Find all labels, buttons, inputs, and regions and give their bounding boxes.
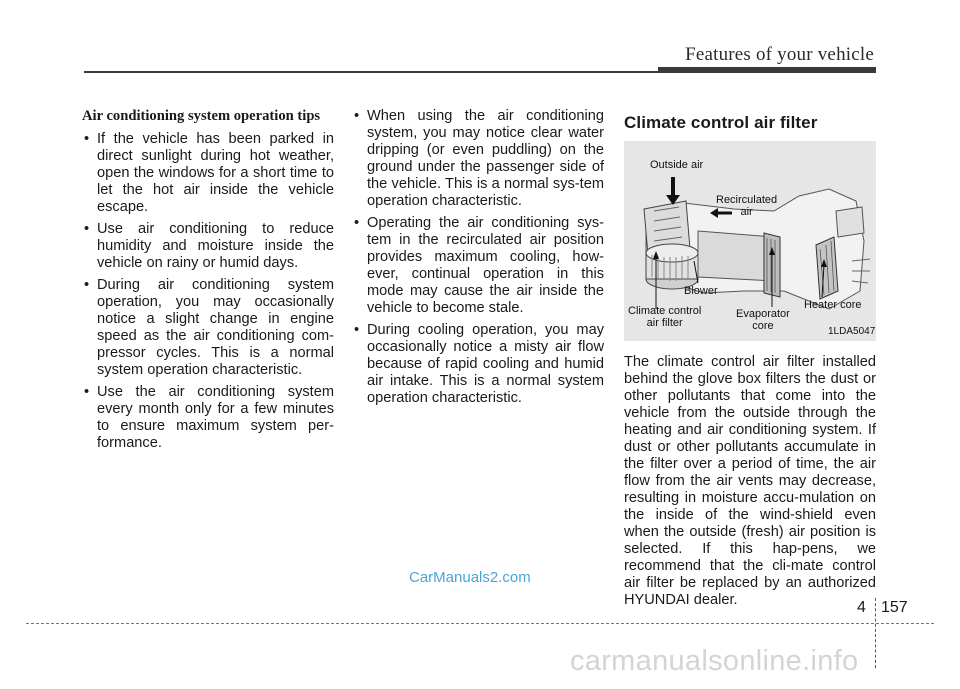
column-3	[624, 114, 876, 609]
list-item: • When using the air conditioning system, you may notice clear water dripping (or even puddling) on the ground under the passenger side of the vehicle. This is a normal sys-tem operation characteristic.	[352, 108, 604, 210]
column-2	[352, 108, 604, 412]
tips-list-continued	[352, 108, 604, 407]
page-number-divider	[875, 598, 876, 668]
list-item: • During cooling operation, you may occasionally notice a misty air flow because of rapid cooling and humid air intake. This is a normal system operation characteristic.	[352, 322, 604, 407]
column-1	[82, 108, 334, 457]
label-evaporator-core	[736, 308, 790, 332]
list-item: • Use the air conditioning system every month only for a few minutes to ensure maximum system per-formance.	[82, 384, 334, 452]
list-item: • Operating the air conditioning sys-tem in the recirculated air position provides maximum cooling, how-ever, continual operation in this mode may cause the air inside the vehicle to become stale.	[352, 215, 604, 317]
list-item: • If the vehicle has been parked in direct sunlight during hot weather, open the windows for a short time to let the hot air inside the vehicle escape.	[82, 131, 334, 216]
label-evaporator-line2: core	[752, 320, 774, 332]
label-climate-filter	[628, 305, 701, 329]
label-evaporator-line1: Evaporator	[736, 308, 790, 320]
footer-rule	[26, 623, 934, 624]
section-title: Climate control air filter	[624, 113, 818, 132]
filter-description: The climate control air filter installed behind the glove box filters the dust or other pollutants that come into the vehicle from the outside through the heating and air conditioning system. If dust or other pollutants accumulate in the filter over a period of time, the air flow from the air vents may decrease, resulting in moisture accu-mulation on the inside of the wind-shield even when the outside (fresh) air position is selected. If this hap-pens, we recommend that the cli-mate control air filter be replaced by an authorized HYUNDAI dealer.	[624, 354, 876, 608]
label-outside-air: Outside air	[650, 159, 704, 171]
list-item: • Use air conditioning to reduce humidity and moisture inside the vehicle on rainy or humid days.	[82, 221, 334, 272]
label-climate-filter-line1: Climate control	[628, 305, 702, 317]
label-heater-core: Heater core	[804, 299, 862, 311]
chapter-number: 4	[857, 599, 866, 616]
tips-list	[82, 131, 334, 452]
air-filter-diagram	[624, 141, 876, 341]
label-blower: Blower	[684, 285, 718, 297]
page-header-title: Features of your vehicle	[685, 44, 874, 65]
section-subhead: Air conditioning system operation tips	[82, 108, 321, 124]
label-recirculated-line2: air	[740, 206, 753, 218]
site-watermark: carmanualsonline.info	[570, 645, 859, 677]
label-recirculated-line1: Recirculated	[716, 194, 778, 206]
figure-code: 1LDA5047	[828, 326, 876, 337]
list-item: • During air conditioning system operation, you may occasionally notice a slight change in engine speed as the air conditioning com-pressor cycles. This is a normal system operation characteristic.	[82, 277, 334, 379]
header-rule-accent	[658, 67, 876, 73]
page-number: 157	[881, 599, 908, 616]
label-recirculated-air	[716, 194, 777, 218]
label-climate-filter-line2: air filter	[646, 317, 683, 329]
watermark-link[interactable]: CarManuals2.com	[409, 569, 531, 586]
